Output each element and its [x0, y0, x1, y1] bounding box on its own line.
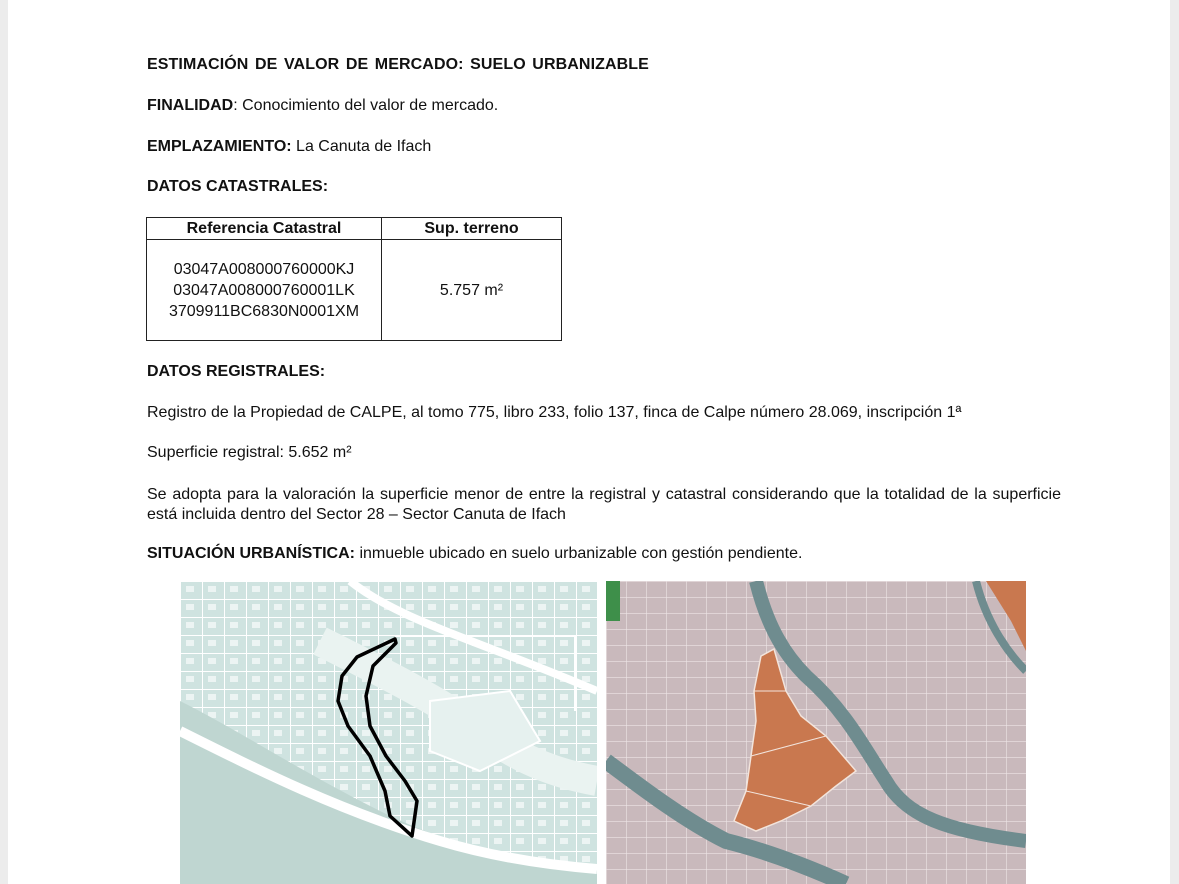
registro-text: Registro de la Propiedad de CALPE, al tomo 775, libro 233, folio 137, finca de Calpe número 28.069, inscripción 1ª — [147, 404, 962, 421]
finalidad-value: : Conocimiento del valor de mercado. — [233, 97, 499, 114]
zoning-map-graphic — [606, 581, 1026, 884]
superficie-registral: Superficie registral: 5.652 m² — [147, 444, 352, 461]
zoning-plan-map — [606, 581, 1026, 884]
referencia-3: 3709911BC6830N0001XM — [168, 302, 360, 320]
table-header-row — [147, 218, 562, 240]
document-title: ESTIMACIÓN DE VALOR DE MERCADO: SUELO URBANIZABLE — [147, 56, 649, 73]
header-superficie: Sup. terreno — [382, 218, 562, 240]
emplazamiento-label: EMPLAZAMIENTO: — [147, 138, 292, 155]
datos-registrales-label: DATOS REGISTRALES: — [147, 363, 326, 380]
cadastral-plot-map — [180, 581, 597, 884]
emplazamiento-line — [147, 138, 431, 156]
emplazamiento-value: La Canuta de Ifach — [291, 138, 432, 155]
superficie-cell: 5.757 m² — [382, 240, 562, 341]
situacion-label: SITUACIÓN URBANÍSTICA: — [147, 545, 355, 562]
table-row — [147, 240, 562, 341]
situacion-value: inmueble ubicado en suelo urbanizable con gestión pendiente. — [355, 545, 803, 562]
datos-catastrales-heading — [147, 178, 328, 196]
datos-registrales-heading — [147, 363, 325, 381]
referencia-1: 03047A008000760000KJ — [173, 260, 355, 278]
datos-catastrales-label: DATOS CATASTRALES: — [147, 178, 329, 195]
referencia-2: 03047A008000760001LK — [173, 281, 355, 299]
adopta-paragraph: Se adopta para la valoración la superficie menor de entre la registral y catastral considerando que la totalidad de la superficie está incluida dentro del Sector 28 – Sector Canuta de Ifach — [147, 486, 1061, 523]
cadastral-table — [146, 217, 562, 341]
header-referencia: Referencia Catastral — [147, 218, 382, 240]
situacion-line — [147, 545, 802, 563]
finalidad-line — [147, 97, 498, 115]
referencia-cell — [147, 240, 382, 341]
finalidad-label: FINALIDAD — [147, 97, 234, 114]
cadastral-map-graphic — [180, 581, 597, 884]
